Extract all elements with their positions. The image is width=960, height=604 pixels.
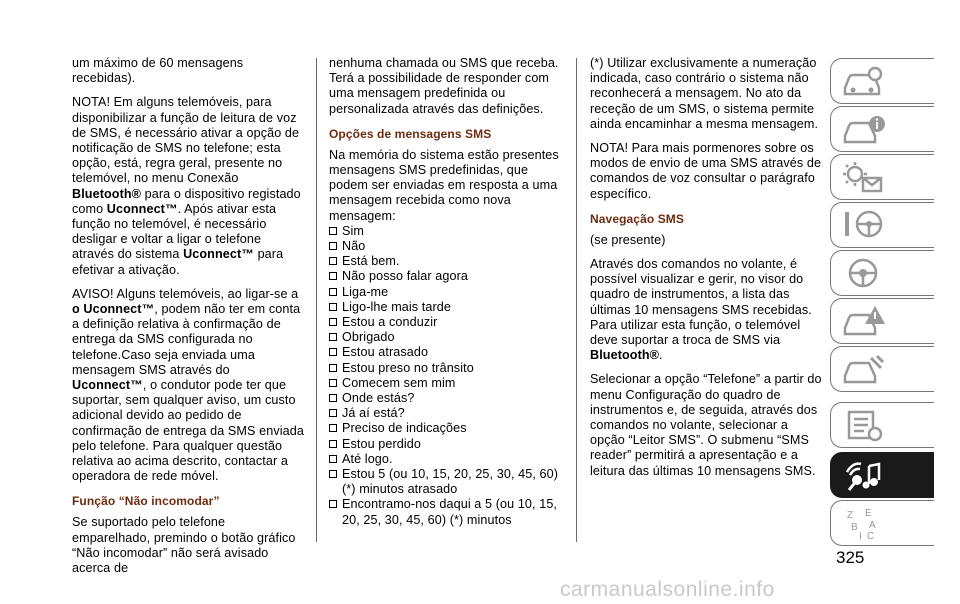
checkbox-bullet-icon [329,318,337,326]
paragraph: Selecionar a opção “Telefone” a partir do menu Configuração do quadro de instrumentos e, de seguida, através dos comandos no volante, selecionar a opção “Leitor SMS”. O submenu “SMS reader” permitirá a apresentação e a leitura das últimas 10 mensagens SMS. [590,372,822,478]
column-3 [590,56,822,488]
car-info-icon [841,112,885,148]
svg-text:E: E [865,508,872,519]
bold-text: Uconnect™ [183,247,254,262]
section-heading: Opções de mensagens SMS [329,126,492,141]
list-item: Já aí está? [329,406,561,421]
multimedia-icon [841,458,885,494]
car-warning-icon [841,304,885,340]
checkbox-bullet-icon [329,500,337,508]
list-item: Estou a conduzir [329,315,561,330]
svg-text:C: C [867,531,875,542]
list-item: Encontramo-nos daqui a 5 (ou 10, 15, 20, 25, 30, 45, 60) (*) minutos [329,497,561,527]
paragraph: um máximo de 60 mensagens recebidas). [72,56,244,86]
checkbox-bullet-icon [329,440,337,448]
list-item: Está bem. [329,254,561,269]
bold-text: Bluetooth® [590,348,660,363]
text: Através dos comandos no volante, é possível visualizar e gerir, no visor do quadro de instrumentos, a lista das últimas 10 mensagens SMS recebidas. Para utilizar esta função, o telemóvel deve suportar a troca de SMS via [590,257,812,348]
text: NOTA! Em alguns telemóveis, para disponibilizar a função de leitura de voz de SMS, é necessário ativar a opção de notificação de SMS no telefone; esta opção, está, regra geral, presente no telemóvel, no menu Conexão [72,95,300,186]
list-item: Não posso falar agora [329,269,561,284]
checkbox-bullet-icon [329,364,337,372]
note-paragraph: NOTA! Para mais pormenores sobre os modos de envio de uma SMS através de comandos de voz consultar o parágrafo específico. [590,141,822,201]
list-item: Liga-me [329,285,561,300]
text: para efetivar a ativação. [72,247,284,277]
text: AVISO! Alguns telemóveis, ao ligar-se a [72,286,299,301]
paragraph: Se suportado pelo telefone emparelhado, premindo o botão gráfico “Não incomodar” não será avisado acerca de [72,515,296,576]
chapter-tab-multimedia[interactable] [830,452,934,498]
steering-wheel-icon [841,256,885,292]
list-item: Ligo-lhe mais tarde [329,300,561,315]
checkbox-bullet-icon [329,470,337,478]
alphabetical-index-icon [841,506,885,542]
text: . Após ativar esta função no telemóvel, é necessário desligar e voltar a ligar o telefone através do sistema [72,201,277,262]
list-item: Estou 5 (ou 10, 15, 20, 25, 30, 45, 60) (*) minutos atrasado [329,467,561,497]
chapter-tab-car-search[interactable] [830,58,934,104]
section-heading: Função “Não incomodar” [72,494,220,509]
checkbox-bullet-icon [329,272,337,280]
section-heading: Navegação SMS [590,211,685,226]
text: , podem não ter em conta a definição relativa à confirmação de entrega da SMS configurada no telefone.Caso seja enviada uma mensagem SMS através do [72,302,301,377]
watermark: carmanualsonline.info [560,578,775,601]
list-item: Estou atrasado [329,345,561,360]
list-item: Onde estás? [329,391,561,406]
column-divider [576,58,577,542]
chapter-tab-car-warning[interactable] [830,298,934,344]
list-item: Estou perdido [329,437,561,452]
checkbox-bullet-icon [329,455,337,463]
chapter-tab-seat-steering[interactable] [830,202,934,248]
warning-lights-icon [841,160,885,196]
chapter-tab-car-info[interactable] [830,106,934,152]
list-item: Sim [329,224,561,239]
warning-paragraph [72,287,304,485]
car-service-icon [841,352,885,388]
paragraph: Na memória do sistema estão presentes mensagens SMS predefinidas, que podem ser enviadas em resposta a uma mensagem recebida como nova mensagem: [329,147,559,223]
message-options-list [329,224,561,528]
checkbox-bullet-icon [329,333,337,341]
seat-steering-icon [841,208,885,244]
footnote-paragraph: (*) Utilizar exclusivamente a numeração indicada, caso contrário o sistema não reconhecerá a mensagem. No ato da receção de um SMS, o sistema permite ainda encaminhar a mesma mensagem. [590,56,819,131]
chapter-tab-steering-wheel[interactable] [830,250,934,296]
paragraph [590,257,822,363]
bold-text: Uconnect™ [106,201,178,216]
checkbox-bullet-icon [329,424,337,432]
list-item: Não [329,239,561,254]
svg-text:A: A [869,520,876,531]
note-paragraph [72,95,304,277]
text: . [659,348,663,363]
list-item: Preciso de indicações [329,421,561,436]
list-item: Até logo. [329,452,561,467]
checkbox-bullet-icon [329,227,337,235]
svg-text:B: B [851,522,858,533]
bold-text: Bluetooth® [72,186,142,201]
svg-text:I: I [859,531,862,542]
column-2 [329,56,561,528]
checkbox-bullet-icon [329,257,337,265]
checkbox-bullet-icon [329,409,337,417]
checkbox-bullet-icon [329,288,337,296]
paragraph: (se presente) [590,232,666,247]
chapter-tab-warning-lights[interactable] [830,154,934,200]
chapter-tab-car-service[interactable] [830,346,934,392]
paragraph: nenhuma chamada ou SMS que receba. Terá a possibilidade de responder com uma mensagem predefinida ou personalizada através das definições. [329,56,559,116]
column-1 [72,56,304,585]
checkbox-bullet-icon [329,303,337,311]
text: , o condutor pode ter que suportar, sem qualquer aviso, um custo adicional devido ao pedido de confirmação de entrega da SMS enviada pelo telefone. Para qualquer questão relativa ao acima descrito, contactar a operadora de rede móvel. [72,378,304,484]
car-search-icon [841,64,885,100]
bold-text: Uconnect™ [72,378,143,393]
checkbox-bullet-icon [329,379,337,387]
column-divider [316,58,317,542]
checkbox-bullet-icon [329,394,337,402]
svg-text:Z: Z [847,510,854,521]
text: para o dispositivo registado como [72,186,301,216]
checkbox-bullet-icon [329,348,337,356]
chapter-tab-document-list[interactable] [830,402,934,448]
list-item: Obrigado [329,330,561,345]
document-list-icon [841,408,885,444]
page-number: 325 [836,548,865,567]
list-item: Comecem sem mim [329,376,561,391]
chapter-tab-alphabetical-index[interactable] [830,500,934,546]
checkbox-bullet-icon [329,242,337,250]
list-item: Estou preso no trânsito [329,361,561,376]
bold-text: o Uconnect™ [72,302,155,317]
